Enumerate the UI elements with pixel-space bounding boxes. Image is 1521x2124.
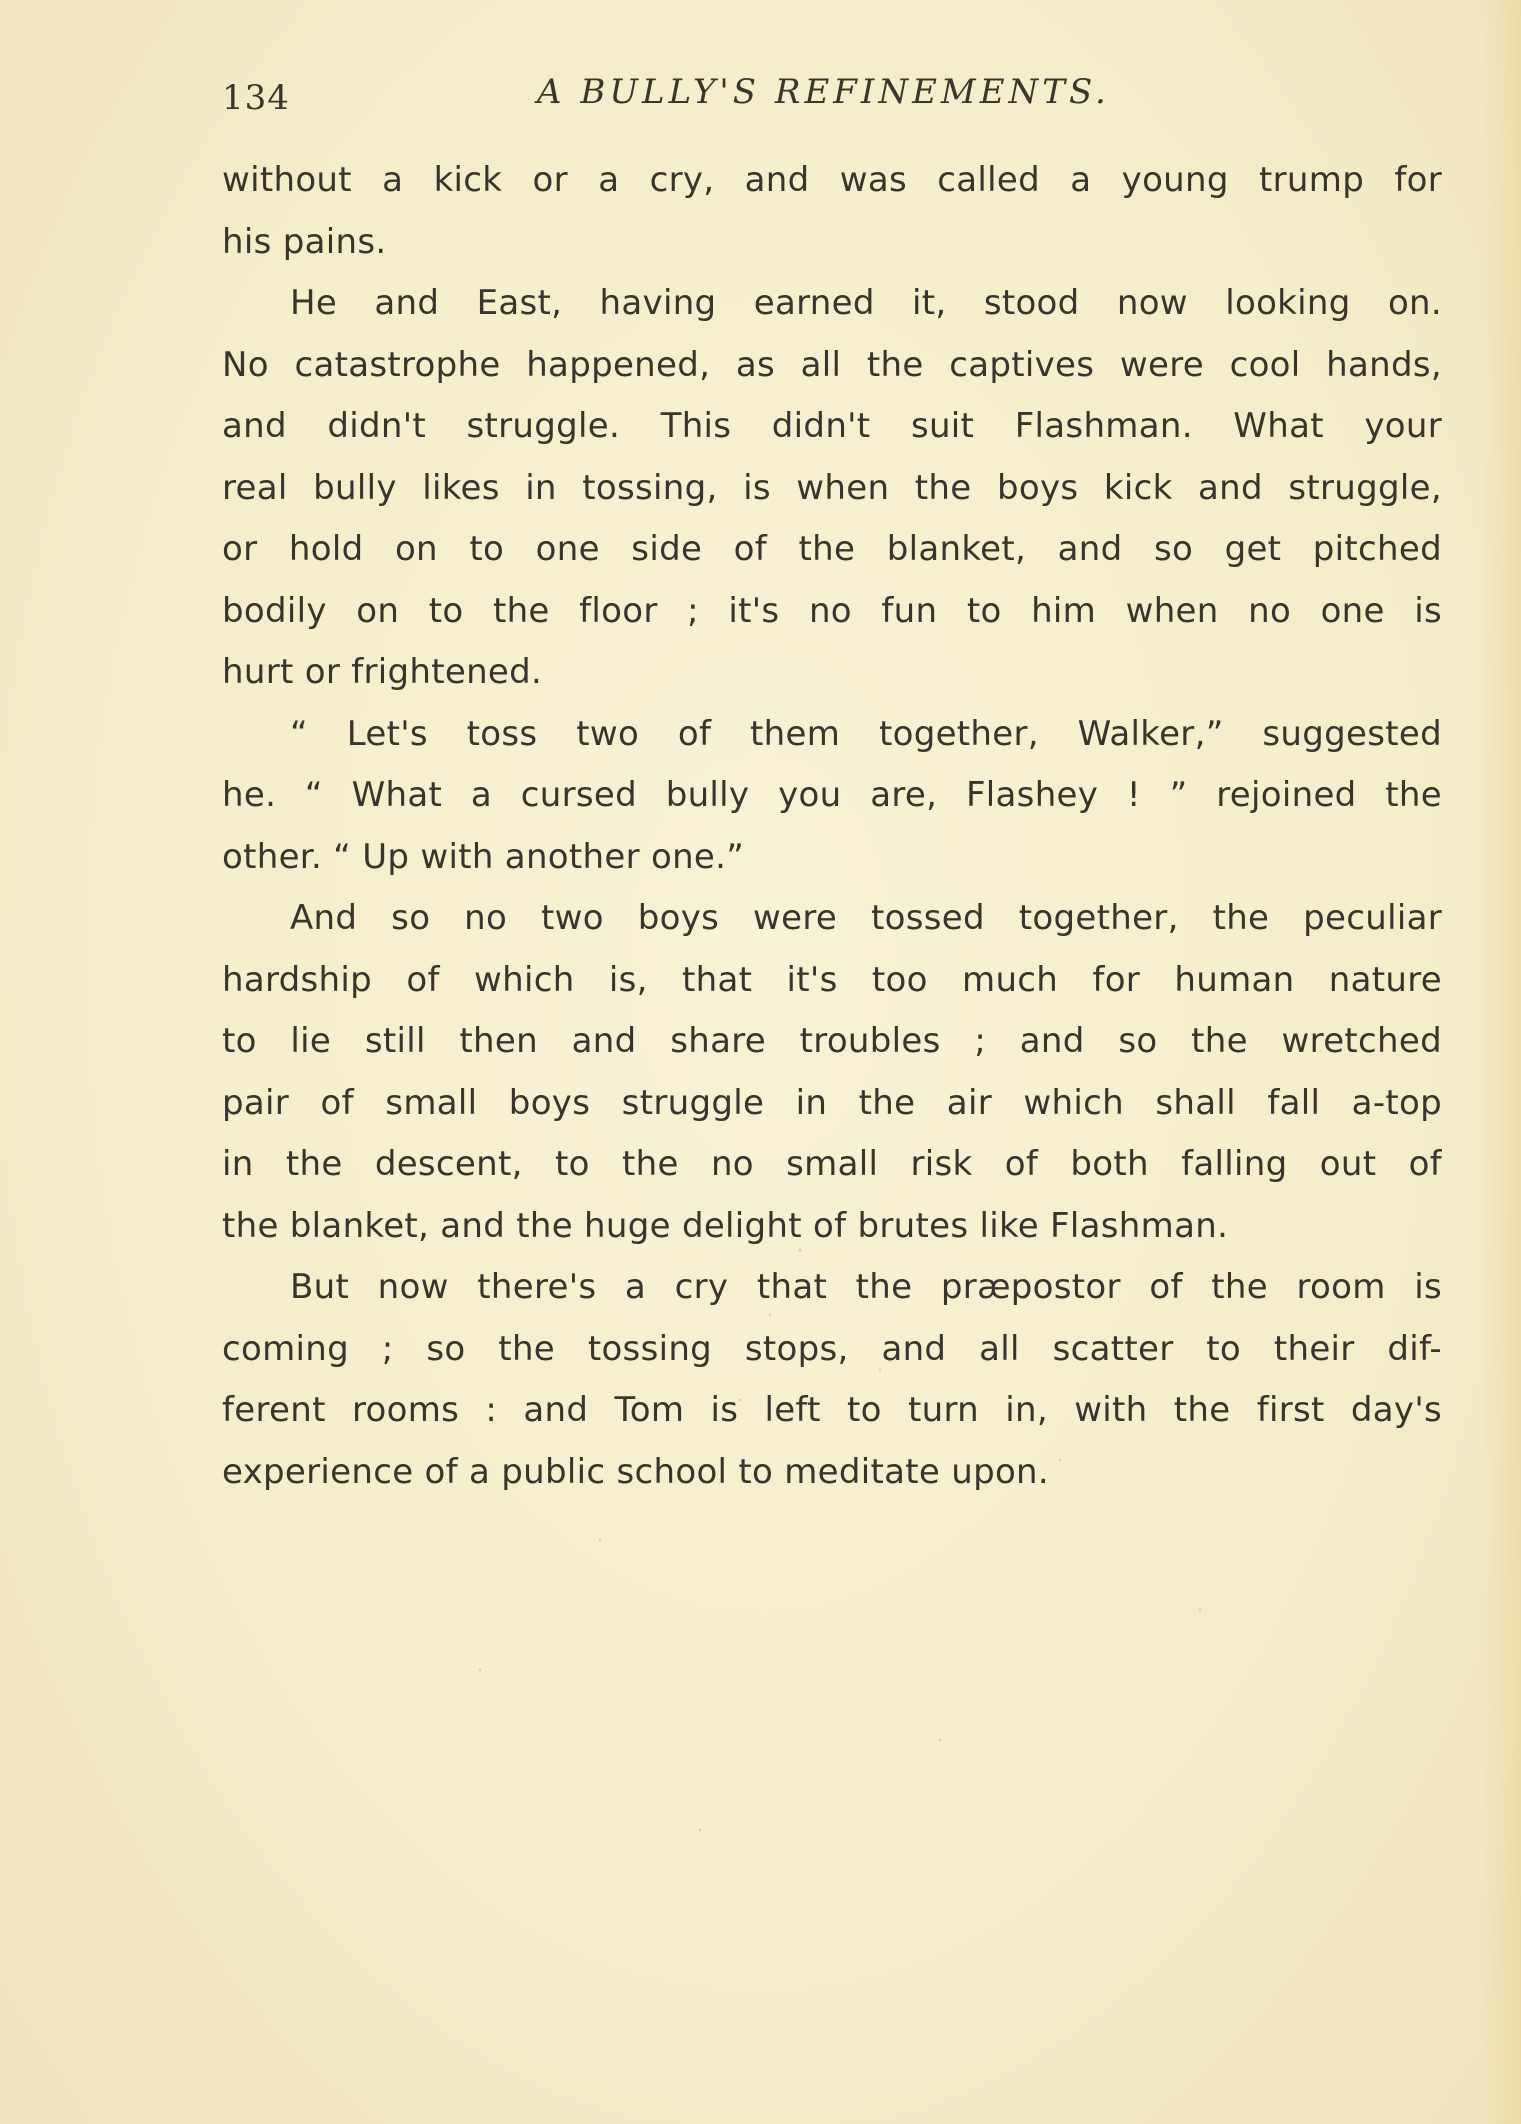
text-line: and didn't struggle. This didn't suit Flashman. What your [222, 406, 1442, 446]
text-line: experience of a public school to meditate upon. [222, 1451, 1050, 1492]
running-head [222, 72, 1442, 122]
text-line: bodily on to the floor ; it's no fun to him when no one is [222, 590, 1442, 631]
text-line: “ Let's toss two of them together, Walker,” suggested [290, 713, 1442, 754]
text-line: But now there's a cry that the præpostor of the room is [290, 1267, 1442, 1307]
running-title: A BULLY'S REFINEMENTS. [537, 72, 1110, 112]
text-line: pair of small boys struggle in the air which shall fall a-top [222, 1082, 1442, 1123]
body-text [222, 150, 1442, 1503]
text-line: or hold on to one side of the blanket, and so get pitched [222, 529, 1442, 569]
text-line: No catastrophe happened, as all the captives were cool hands, [222, 344, 1442, 385]
text-line: his pains. [222, 221, 387, 262]
text-line: other. “ Up with another one.” [222, 836, 745, 877]
text-line: coming ; so the tossing stops, and all scatter to their dif- [222, 1328, 1442, 1369]
text-line: to lie still then and share troubles ; and so the wretched [222, 1021, 1442, 1061]
text-line: in the descent, to the no small risk of both falling out of [222, 1144, 1442, 1184]
page-edge-shadow [1481, 0, 1521, 2124]
page-number: 134 [222, 78, 290, 118]
text-line: without a kick or a cry, and was called a young trump for [222, 160, 1442, 200]
text-line: he. “ What a cursed bully you are, Flashey ! ” rejoined the [222, 775, 1442, 815]
text-line: He and East, having earned it, stood now looking on. [290, 283, 1442, 323]
text-line: hardship of which is, that it's too much for human nature [222, 959, 1442, 1000]
text-line: real bully likes in tossing, is when the boys kick and struggle, [222, 467, 1442, 508]
text-line: the blanket, and the huge delight of brutes like Flashman. [222, 1205, 1229, 1246]
text-line: And so no two boys were tossed together, the peculiar [290, 898, 1442, 938]
text-line: ferent rooms : and Tom is left to turn in, with the first day's [222, 1390, 1442, 1430]
text-line: hurt or frightened. [222, 652, 543, 692]
